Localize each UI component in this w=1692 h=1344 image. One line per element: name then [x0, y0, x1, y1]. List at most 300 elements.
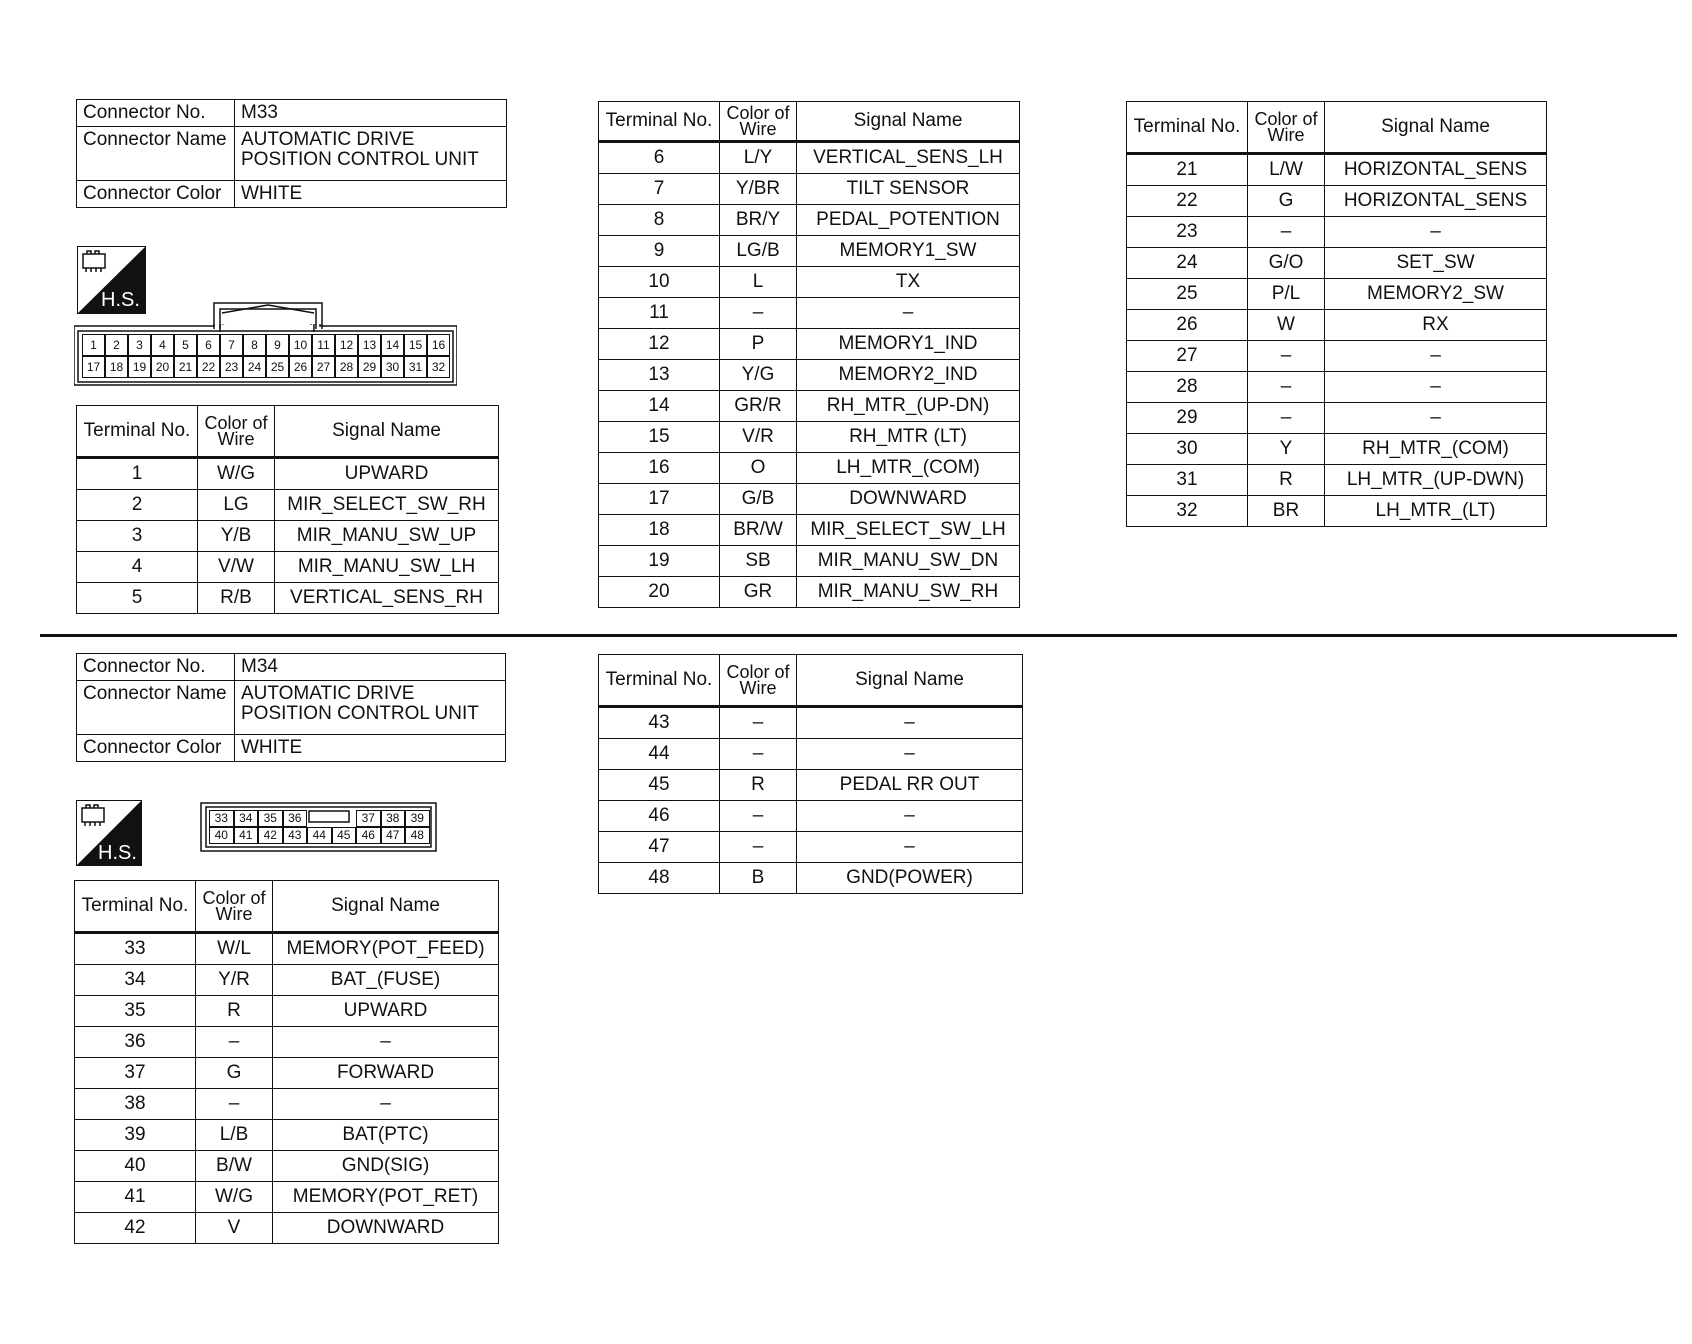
table-row: [599, 801, 1023, 832]
connector-no-value: M34: [235, 654, 506, 681]
signal-name-cell: –: [797, 298, 1020, 329]
terminal-no-cell: 25: [1127, 279, 1248, 310]
wire-color-cell: Y/G: [720, 360, 797, 391]
wire-color-cell: –: [1248, 372, 1325, 403]
connector-name-line2: POSITION CONTROL UNIT: [241, 703, 479, 724]
wire-color-cell: V: [196, 1213, 273, 1244]
m33-latch: [212, 301, 324, 331]
color-of-wire-header: Color of Wire: [720, 655, 797, 707]
signal-name-cell: BAT(PTC): [273, 1120, 499, 1151]
wire-color-cell: G/B: [720, 484, 797, 515]
table-row: [77, 583, 499, 614]
connector-color-row: [77, 181, 507, 208]
table-row: [1127, 341, 1547, 372]
connector-name-value: [235, 127, 507, 181]
signal-name-cell: UPWARD: [275, 458, 499, 490]
wire-color-cell: Y/B: [198, 521, 275, 552]
connector-pin: 30: [381, 356, 404, 378]
terminal-no-cell: 8: [599, 205, 720, 236]
terminal-no-cell: 9: [599, 236, 720, 267]
table-row: [1127, 279, 1547, 310]
signal-name-cell: –: [1325, 217, 1547, 248]
connector-name-line2: POSITION CONTROL UNIT: [241, 149, 479, 170]
connector-pin: 37: [356, 810, 381, 827]
signal-name-cell: –: [1325, 341, 1547, 372]
terminal-no-cell: 40: [75, 1151, 196, 1182]
wire-color-cell: W/G: [196, 1182, 273, 1213]
wire-color-cell: BR: [1248, 496, 1325, 527]
table-row: [1127, 310, 1547, 341]
signal-name-cell: BAT_(FUSE): [273, 965, 499, 996]
signal-name-cell: MIR_SELECT_SW_RH: [275, 490, 499, 521]
connector-pin: 46: [356, 827, 381, 844]
color-of-wire-header: Color of Wire: [198, 406, 275, 458]
wire-color-cell: W/L: [196, 933, 273, 965]
terminal-no-cell: 16: [599, 453, 720, 484]
connector-pin: 33: [209, 810, 234, 827]
color-of-wire-header: Color of Wire: [720, 102, 797, 142]
signal-name-cell: MEMORY(POT_FEED): [273, 933, 499, 965]
wire-color-cell: GR: [720, 577, 797, 608]
connector-pin: 8: [243, 334, 266, 356]
wire-color-cell: V/R: [720, 422, 797, 453]
connector-pin: 12: [335, 334, 358, 356]
terminal-no-cell: 33: [75, 933, 196, 965]
table-row: [77, 552, 499, 583]
terminal-no-cell: 36: [75, 1027, 196, 1058]
connector-name-line1: AUTOMATIC DRIVE: [241, 683, 415, 704]
connector-name-value: [235, 681, 506, 735]
signal-name-cell: PEDAL RR OUT: [797, 770, 1023, 801]
signal-name-cell: LH_MTR_(COM): [797, 453, 1020, 484]
signal-name-cell: RH_MTR_(UP-DN): [797, 391, 1020, 422]
terminal-no-cell: 26: [1127, 310, 1248, 341]
table-header-row: [1127, 102, 1547, 154]
connector-no-label: Connector No.: [77, 654, 235, 681]
signal-name-cell: RX: [1325, 310, 1547, 341]
signal-name-header: Signal Name: [273, 881, 499, 933]
table-row: [75, 996, 499, 1027]
connector-no-row: [77, 654, 506, 681]
connector-pin: 17: [82, 356, 105, 378]
wire-color-cell: P/L: [1248, 279, 1325, 310]
table-header-row: [599, 102, 1020, 142]
wire-color-cell: GR/R: [720, 391, 797, 422]
wire-color-cell: –: [196, 1089, 273, 1120]
wire-color-cell: R: [196, 996, 273, 1027]
wire-color-cell: V/W: [198, 552, 275, 583]
m33-b-body: [599, 142, 1020, 608]
connector-pin: 2: [105, 334, 128, 356]
terminal-no-cell: 20: [599, 577, 720, 608]
terminal-no-cell: 10: [599, 267, 720, 298]
wire-color-cell: L/W: [1248, 154, 1325, 186]
table-row: [599, 577, 1020, 608]
terminal-no-cell: 41: [75, 1182, 196, 1213]
table-row: [75, 1089, 499, 1120]
table-row: [599, 863, 1023, 894]
wire-color-cell: BR/Y: [720, 205, 797, 236]
wire-color-cell: –: [720, 801, 797, 832]
signal-name-cell: RH_MTR (LT): [797, 422, 1020, 453]
terminal-no-cell: 31: [1127, 465, 1248, 496]
signal-name-cell: DOWNWARD: [273, 1213, 499, 1244]
signal-name-cell: FORWARD: [273, 1058, 499, 1089]
signal-name-cell: VERTICAL_SENS_RH: [275, 583, 499, 614]
table-row: [77, 521, 499, 552]
signal-name-cell: –: [797, 801, 1023, 832]
connector-name-row: [77, 681, 506, 735]
connector-pin: 9: [266, 334, 289, 356]
connector-pin: 28: [335, 356, 358, 378]
connector-pin: 10: [289, 334, 312, 356]
connector-pin: 3: [128, 334, 151, 356]
table-row: [599, 484, 1020, 515]
wire-color-cell: –: [1248, 217, 1325, 248]
wire-color-cell: R/B: [198, 583, 275, 614]
table-row: [1127, 217, 1547, 248]
wire-color-cell: R: [720, 770, 797, 801]
table-header-row: [75, 881, 499, 933]
table-row: [599, 267, 1020, 298]
terminal-no-header: Terminal No.: [599, 655, 720, 707]
terminal-no-cell: 6: [599, 142, 720, 174]
terminal-no-cell: 1: [77, 458, 198, 490]
terminal-no-cell: 30: [1127, 434, 1248, 465]
m34-a-body: [75, 933, 499, 1244]
signal-name-header: Signal Name: [797, 102, 1020, 142]
terminal-no-cell: 45: [599, 770, 720, 801]
m33-connector-face: [74, 324, 457, 386]
wire-color-cell: G/O: [1248, 248, 1325, 279]
connector-pin: 36: [283, 810, 308, 827]
wire-color-cell: LG/B: [720, 236, 797, 267]
wire-color-cell: B/W: [196, 1151, 273, 1182]
m34-connector-face: [200, 802, 437, 852]
connector-pin: 39: [405, 810, 430, 827]
wire-color-cell: W: [1248, 310, 1325, 341]
connector-pin: 26: [289, 356, 312, 378]
hs-label: H.S.: [101, 289, 140, 311]
signal-name-cell: –: [797, 832, 1023, 863]
m34-connector-info-table: [76, 653, 506, 762]
signal-name-cell: VERTICAL_SENS_LH: [797, 142, 1020, 174]
signal-name-cell: UPWARD: [273, 996, 499, 1027]
signal-name-cell: –: [1325, 372, 1547, 403]
wire-color-cell: P: [720, 329, 797, 360]
terminal-no-cell: 3: [77, 521, 198, 552]
terminal-no-cell: 12: [599, 329, 720, 360]
signal-name-cell: MIR_SELECT_SW_LH: [797, 515, 1020, 546]
terminal-no-cell: 18: [599, 515, 720, 546]
table-row: [599, 360, 1020, 391]
signal-name-cell: MEMORY1_SW: [797, 236, 1020, 267]
color-of-wire-header: Color of Wire: [1248, 102, 1325, 154]
table-row: [1127, 434, 1547, 465]
terminal-no-cell: 2: [77, 490, 198, 521]
terminal-no-cell: 14: [599, 391, 720, 422]
connector-name-row: [77, 127, 507, 181]
table-row: [599, 453, 1020, 484]
connector-pin: 31: [404, 356, 427, 378]
table-row: [1127, 154, 1547, 186]
table-row: [1127, 465, 1547, 496]
table-row: [75, 1182, 499, 1213]
table-row: [599, 205, 1020, 236]
table-row: [75, 1213, 499, 1244]
signal-name-cell: MEMORY1_IND: [797, 329, 1020, 360]
connector-pin: 19: [128, 356, 151, 378]
signal-name-cell: HORIZONTAL_SENS: [1325, 186, 1547, 217]
signal-name-cell: SET_SW: [1325, 248, 1547, 279]
m34-terminal-table-b: [598, 654, 1023, 894]
wire-color-cell: –: [720, 832, 797, 863]
table-row: [75, 1058, 499, 1089]
terminal-no-cell: 5: [77, 583, 198, 614]
wire-color-cell: L/Y: [720, 142, 797, 174]
wire-color-cell: Y/BR: [720, 174, 797, 205]
m33-terminal-table-b: [598, 101, 1020, 608]
terminal-no-cell: 39: [75, 1120, 196, 1151]
terminal-no-cell: 47: [599, 832, 720, 863]
table-row: [1127, 372, 1547, 403]
connector-pin: 43: [283, 827, 308, 844]
signal-name-cell: TX: [797, 267, 1020, 298]
signal-name-cell: TILT SENSOR: [797, 174, 1020, 205]
connector-color-row: [77, 735, 506, 762]
signal-name-cell: DOWNWARD: [797, 484, 1020, 515]
m33-c-body: [1127, 154, 1547, 527]
signal-name-cell: MEMORY2_SW: [1325, 279, 1547, 310]
connector-pin: 16: [427, 334, 450, 356]
table-row: [599, 236, 1020, 267]
connector-color-label: Connector Color: [77, 181, 235, 208]
connector-pin: 21: [174, 356, 197, 378]
connector-pin: 20: [151, 356, 174, 378]
terminal-no-header: Terminal No.: [77, 406, 198, 458]
terminal-no-cell: 29: [1127, 403, 1248, 434]
table-row: [599, 329, 1020, 360]
table-row: [599, 707, 1023, 739]
table-row: [1127, 248, 1547, 279]
signal-name-header: Signal Name: [797, 655, 1023, 707]
connector-pin: 40: [209, 827, 234, 844]
table-row: [599, 546, 1020, 577]
terminal-no-cell: 46: [599, 801, 720, 832]
m33-terminal-table-c: [1126, 101, 1547, 527]
connector-pin: 34: [234, 810, 259, 827]
m33-connector-info-table: [76, 99, 507, 208]
terminal-no-cell: 24: [1127, 248, 1248, 279]
terminal-no-cell: 37: [75, 1058, 196, 1089]
connector-no-label: Connector No.: [77, 100, 235, 127]
table-row: [599, 515, 1020, 546]
table-row: [75, 965, 499, 996]
terminal-no-cell: 21: [1127, 154, 1248, 186]
terminal-no-cell: 15: [599, 422, 720, 453]
signal-name-cell: GND(SIG): [273, 1151, 499, 1182]
signal-name-cell: –: [1325, 403, 1547, 434]
table-row: [77, 490, 499, 521]
wire-color-cell: L/B: [196, 1120, 273, 1151]
connector-color-value: WHITE: [235, 181, 507, 208]
signal-name-cell: MIR_MANU_SW_RH: [797, 577, 1020, 608]
table-row: [599, 174, 1020, 205]
connector-pin: 24: [243, 356, 266, 378]
connector-pin: 45: [332, 827, 357, 844]
section-divider: [40, 634, 1677, 637]
connector-name-label: Connector Name: [77, 681, 235, 735]
table-row: [599, 422, 1020, 453]
connector-pin: 38: [381, 810, 406, 827]
connector-name-line1: AUTOMATIC DRIVE: [241, 129, 415, 150]
table-row: [1127, 403, 1547, 434]
connector-color-label: Connector Color: [77, 735, 235, 762]
signal-name-cell: MEMORY(POT_RET): [273, 1182, 499, 1213]
signal-name-header: Signal Name: [1325, 102, 1547, 154]
table-row: [599, 298, 1020, 329]
terminal-no-header: Terminal No.: [75, 881, 196, 933]
signal-name-cell: –: [797, 707, 1023, 739]
table-row: [599, 142, 1020, 174]
wire-color-cell: Y: [1248, 434, 1325, 465]
connector-pin: 18: [105, 356, 128, 378]
connector-pin: 32: [427, 356, 450, 378]
terminal-no-cell: 44: [599, 739, 720, 770]
wire-color-cell: R: [1248, 465, 1325, 496]
terminal-no-cell: 13: [599, 360, 720, 391]
table-row: [1127, 186, 1547, 217]
terminal-no-cell: 42: [75, 1213, 196, 1244]
terminal-no-cell: 48: [599, 863, 720, 894]
signal-name-cell: MIR_MANU_SW_LH: [275, 552, 499, 583]
wire-color-cell: BR/W: [720, 515, 797, 546]
connector-pin: 41: [234, 827, 259, 844]
terminal-no-cell: 11: [599, 298, 720, 329]
signal-name-cell: MIR_MANU_SW_DN: [797, 546, 1020, 577]
connector-pin: 13: [358, 334, 381, 356]
signal-name-cell: –: [273, 1089, 499, 1120]
m33-terminal-table-a: [76, 405, 499, 614]
terminal-no-cell: 4: [77, 552, 198, 583]
wire-color-cell: –: [720, 707, 797, 739]
connector-pin: 29: [358, 356, 381, 378]
terminal-no-cell: 28: [1127, 372, 1248, 403]
connector-name-label: Connector Name: [77, 127, 235, 181]
connector-no-row: [77, 100, 507, 127]
connector-no-value: M33: [235, 100, 507, 127]
table-header-row: [599, 655, 1023, 707]
m34-terminal-table-a: [74, 880, 499, 1244]
hs-harness-side-icon: [76, 800, 142, 866]
wire-color-cell: W/G: [198, 458, 275, 490]
connector-pin: 35: [258, 810, 283, 827]
wire-color-cell: G: [196, 1058, 273, 1089]
connector-color-value: WHITE: [235, 735, 506, 762]
table-row: [77, 458, 499, 490]
signal-name-cell: MIR_MANU_SW_UP: [275, 521, 499, 552]
signal-name-cell: LH_MTR_(UP-DWN): [1325, 465, 1547, 496]
signal-name-cell: PEDAL_POTENTION: [797, 205, 1020, 236]
terminal-no-cell: 17: [599, 484, 720, 515]
terminal-no-cell: 38: [75, 1089, 196, 1120]
signal-name-cell: GND(POWER): [797, 863, 1023, 894]
connector-pin: 14: [381, 334, 404, 356]
signal-name-cell: –: [797, 739, 1023, 770]
terminal-no-cell: 7: [599, 174, 720, 205]
connector-pin: 44: [307, 827, 332, 844]
signal-name-header: Signal Name: [275, 406, 499, 458]
wire-color-cell: B: [720, 863, 797, 894]
wire-color-cell: –: [196, 1027, 273, 1058]
wire-color-cell: –: [1248, 403, 1325, 434]
signal-name-cell: –: [273, 1027, 499, 1058]
connector-pin: 7: [220, 334, 243, 356]
wire-color-cell: O: [720, 453, 797, 484]
terminal-no-header: Terminal No.: [599, 102, 720, 142]
signal-name-cell: LH_MTR_(LT): [1325, 496, 1547, 527]
terminal-no-header: Terminal No.: [1127, 102, 1248, 154]
terminal-no-cell: 22: [1127, 186, 1248, 217]
connector-pin: 47: [381, 827, 406, 844]
connector-pin: 23: [220, 356, 243, 378]
signal-name-cell: MEMORY2_IND: [797, 360, 1020, 391]
table-row: [75, 1120, 499, 1151]
connector-pin: 6: [197, 334, 220, 356]
connector-pin: 15: [404, 334, 427, 356]
table-row: [599, 739, 1023, 770]
terminal-no-cell: 27: [1127, 341, 1248, 372]
terminal-no-cell: 35: [75, 996, 196, 1027]
hs-label: H.S.: [98, 842, 137, 864]
table-row: [599, 770, 1023, 801]
terminal-no-cell: 43: [599, 707, 720, 739]
connector-pin: 5: [174, 334, 197, 356]
wire-color-cell: SB: [720, 546, 797, 577]
connector-pin: 42: [258, 827, 283, 844]
table-row: [1127, 496, 1547, 527]
table-row: [75, 1027, 499, 1058]
wire-color-cell: –: [1248, 341, 1325, 372]
connector-pin: 4: [151, 334, 174, 356]
connector-pin: 1: [82, 334, 105, 356]
connector-pin: 48: [405, 827, 430, 844]
connector-pin: 22: [197, 356, 220, 378]
table-header-row: [77, 406, 499, 458]
signal-name-cell: HORIZONTAL_SENS: [1325, 154, 1547, 186]
wire-color-cell: L: [720, 267, 797, 298]
m34-b-body: [599, 707, 1023, 894]
terminal-no-cell: 34: [75, 965, 196, 996]
wire-color-cell: G: [1248, 186, 1325, 217]
color-of-wire-header: Color of Wire: [196, 881, 273, 933]
table-row: [75, 933, 499, 965]
table-row: [599, 391, 1020, 422]
table-row: [75, 1151, 499, 1182]
terminal-no-cell: 32: [1127, 496, 1248, 527]
connector-pin: 25: [266, 356, 289, 378]
signal-name-cell: RH_MTR_(COM): [1325, 434, 1547, 465]
terminal-no-cell: 23: [1127, 217, 1248, 248]
connector-pin: 27: [312, 356, 335, 378]
m33-a-body: [77, 458, 499, 614]
table-row: [599, 832, 1023, 863]
hs-harness-side-icon: [77, 246, 146, 314]
wire-color-cell: LG: [198, 490, 275, 521]
wire-color-cell: –: [720, 739, 797, 770]
wire-color-cell: –: [720, 298, 797, 329]
wire-color-cell: Y/R: [196, 965, 273, 996]
